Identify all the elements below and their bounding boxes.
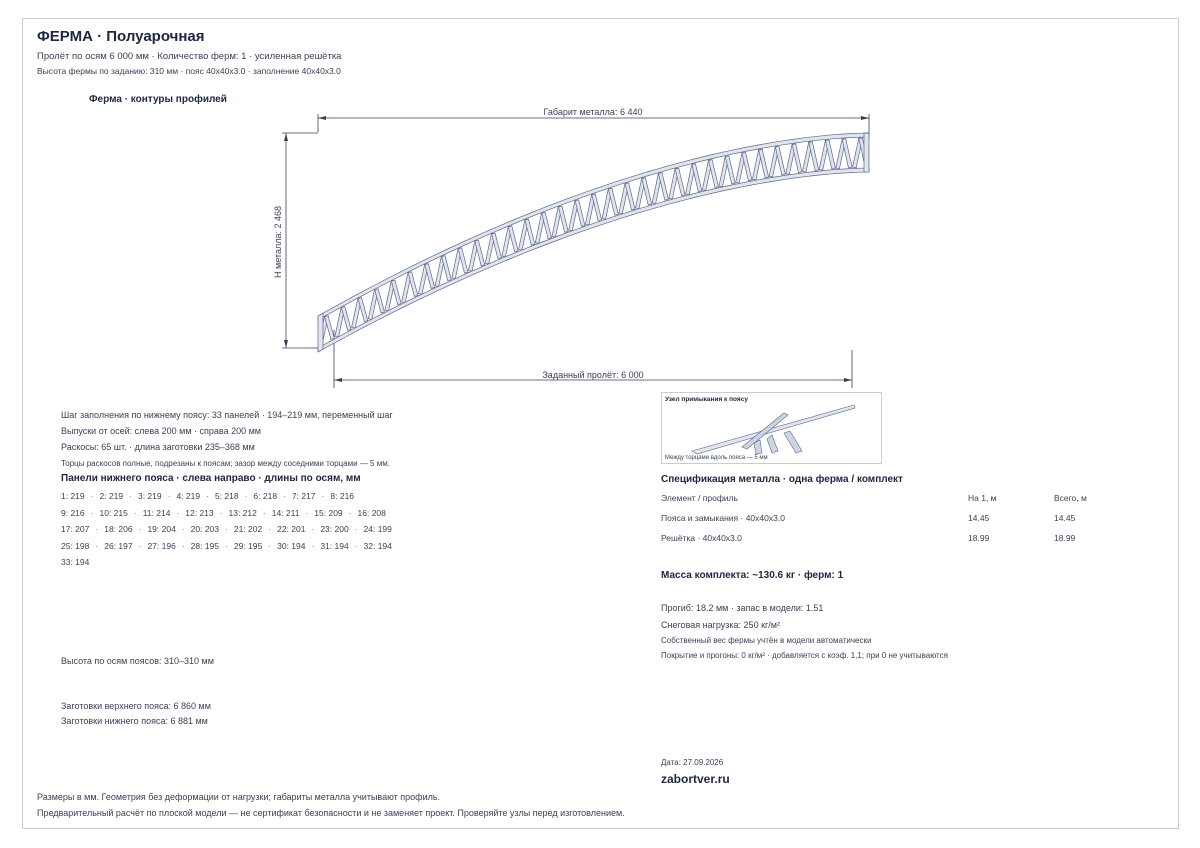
heights-top-blanks: Заготовки верхнего пояса: 6 860 мм (61, 701, 211, 711)
truss-brace (709, 160, 719, 188)
truss-brace (592, 194, 602, 221)
truss-brace (608, 188, 618, 215)
panel-item: 18: 206 (104, 524, 133, 534)
panel-item: 25: 198 (61, 540, 90, 551)
spec-heading: Спецификация металла · одна ферма / комплект (661, 474, 903, 485)
panel-item: 30: 194 (277, 540, 306, 551)
panel-item: 9: 216 (61, 507, 85, 518)
panel-item: 24: 199 (363, 524, 392, 534)
panel-separator: · (268, 540, 272, 551)
footer-note-2: Предварительный расчёт по плоской модели — не сертификат безопасности и не заменяет проект. Проверяйте узлы перед изготовлением. (37, 808, 625, 818)
subtitle-height: Высота фермы по заданию: 310 мм · пояс 40x40x3.0 · заполнение 40x40x3.0 (37, 66, 341, 76)
info-outlets: Выпуски от осей: слева 200 мм · справа 200 мм (61, 426, 261, 436)
truss-brace (525, 219, 535, 245)
panel-separator: · (321, 491, 325, 501)
spec-snow: Снеговая нагрузка: 250 кг/м² (661, 620, 780, 630)
panel-separator: · (129, 491, 132, 501)
dim-span-label: Заданный пролёт: 6 000 (542, 370, 644, 380)
truss-brace (391, 280, 401, 304)
panel-item: 1: 219 (61, 491, 85, 501)
truss-brace (826, 140, 836, 169)
panels-heading: Панели нижнего пояса · слева направо · длины по осям, мм (61, 473, 361, 484)
truss-brace (408, 272, 418, 297)
panel-item: 17: 207 (61, 524, 90, 534)
panel-separator: · (181, 540, 185, 551)
truss-brace (842, 139, 852, 168)
panel-item: 7: 217 (291, 491, 316, 501)
panel-item: 4: 219 (176, 491, 201, 501)
truss-brace (775, 146, 785, 175)
heights-axes: Высота по осям поясов: 310–310 мм (61, 656, 214, 666)
panel-item: 15: 209 (314, 507, 343, 518)
panel-item: 28: 195 (190, 540, 220, 551)
panel-item: 13: 212 (228, 507, 257, 518)
truss-brace (542, 212, 552, 238)
spec-row-web-name: Решётка · 40x40x3.0 (661, 533, 742, 543)
panel-separator: · (206, 491, 209, 501)
spec-row-web-total: 18.99 (1054, 533, 1076, 543)
panel-separator: · (95, 540, 99, 551)
truss-brace (725, 156, 735, 184)
arrow (844, 378, 852, 382)
truss-brace (792, 144, 802, 173)
panel-item: 11: 214 (142, 507, 171, 518)
panel-item: 2: 219 (99, 491, 124, 501)
panel-separator: · (354, 540, 358, 551)
footer-note-1: Размеры в мм. Геометрия без деформации от нагрузки; габариты металла учитывают профиль. (37, 792, 441, 802)
truss-brace (759, 149, 769, 178)
panel-item: 3: 219 (137, 491, 162, 501)
truss-brace (625, 183, 635, 210)
panels-list (61, 489, 421, 571)
node-detail-sketch (662, 393, 881, 463)
panel-item: 26: 197 (104, 540, 133, 551)
spec-self-weight: Собственный вес фермы учтён в модели автоматически (661, 636, 872, 645)
truss-brace (492, 233, 502, 259)
dim-width-label: Габарит металла: 6 440 (543, 107, 643, 117)
truss-brace (642, 178, 652, 205)
panel-separator: · (219, 507, 223, 518)
panel-separator: · (268, 524, 272, 534)
panel-separator: · (305, 507, 309, 518)
panel-separator: · (90, 507, 94, 518)
arrow (284, 340, 288, 348)
panel-item: 12: 213 (185, 507, 214, 518)
panel-separator: · (354, 524, 358, 534)
truss-brace (475, 240, 485, 265)
truss-brace (508, 226, 518, 252)
panel-separator: · (95, 524, 99, 534)
spec-covering: Покрытие и прогоны: 0 кг/м² · добавляется с коэф. 1,1; при 0 не учитываются (661, 651, 948, 660)
panel-item: 29: 195 (233, 540, 263, 551)
info-step: Шаг заполнения по нижнему поясу: 33 панелей · 194–219 мм, переменный шаг (61, 410, 393, 420)
spec-col-total: Всего, м (1054, 493, 1087, 503)
truss-brace (558, 206, 568, 232)
panel-separator: · (348, 507, 352, 518)
arrow (334, 378, 342, 382)
panel-item: 14: 211 (271, 507, 300, 518)
truss-brace (425, 264, 435, 289)
panel-item: 31: 194 (320, 540, 349, 551)
truss-brace (442, 256, 452, 281)
truss-brace (575, 200, 585, 227)
truss-brace (659, 173, 669, 201)
panel-item: 33: 194 (61, 557, 90, 567)
panel-separator: · (90, 491, 94, 501)
node-detail-caption: Между торцами вдоль пояса — 5 мм (665, 455, 768, 461)
panel-item: 19: 204 (147, 524, 176, 534)
panel-item: 5: 218 (214, 491, 239, 501)
panel-separator: · (225, 524, 228, 534)
truss-end-post-left (318, 313, 323, 352)
footer-site: zabortver.ru (661, 772, 730, 786)
arrow (284, 133, 288, 141)
truss-brace (458, 248, 468, 273)
truss-drawing (0, 0, 1200, 400)
truss-brace (742, 152, 752, 180)
spec-col-per-one: На 1, м (968, 493, 997, 503)
panel-separator: · (244, 491, 248, 501)
spec-mass: Масса комплекта: ~130.6 кг · ферм: 1 (661, 570, 844, 581)
truss-brace (692, 164, 702, 192)
subtitle-span: Пролёт по осям 6 000 мм · Количество ферм: 1 · усиленная решётка (37, 51, 342, 62)
spec-row-web-per-one: 18.99 (968, 533, 990, 543)
truss-end-post-right (864, 133, 869, 172)
footer-date: Дата: 27.09.2026 (661, 758, 724, 767)
node-detail-title: Узел примыкания к поясу (665, 396, 748, 403)
panel-separator: · (311, 540, 315, 551)
info-braces: Раскосы: 65 шт. · длина заготовки 235–368 мм (61, 442, 255, 452)
page-title: ФЕРМА · Полуарочная (37, 28, 205, 45)
drawing-heading: Ферма · контуры профилей (89, 94, 227, 105)
panel-separator: · (138, 540, 142, 551)
spec-row-chords-per-one: 14.45 (968, 513, 990, 523)
spec-row-chords-name: Пояса и замыкания · 40x40x3.0 (661, 513, 785, 523)
arrow (318, 116, 326, 120)
panel-separator: · (176, 507, 180, 518)
panel-item: 21: 202 (233, 524, 263, 534)
truss-brace (809, 142, 819, 171)
panel-separator: · (283, 491, 286, 501)
panel-separator: · (311, 524, 315, 534)
truss-brace (375, 289, 385, 313)
panel-item: 20: 203 (190, 524, 220, 534)
panel-item: 27: 196 (147, 540, 176, 551)
panel-item: 22: 201 (277, 524, 306, 534)
info-ends: Торцы раскосов полные, подрезаны к поясам; зазор между соседними торцами — 5 мм. (61, 459, 390, 468)
panel-item: 8: 216 (330, 491, 355, 501)
dim-height-label: H металла: 2 468 (273, 206, 283, 278)
panel-separator: · (181, 524, 185, 534)
panel-separator: · (167, 491, 171, 501)
panel-separator: · (133, 507, 137, 518)
panel-item: 32: 194 (363, 540, 392, 551)
panel-item: 23: 200 (320, 524, 349, 534)
spec-col-element: Элемент / профиль (661, 493, 738, 503)
panel-separator: · (225, 540, 228, 551)
panel-item: 10: 215 (99, 507, 128, 518)
node-detail-box (661, 392, 882, 464)
truss-outline (318, 133, 869, 352)
panel-item: 6: 218 (253, 491, 278, 501)
truss-brace (675, 168, 685, 196)
spec-row-chords-total: 14.45 (1054, 513, 1076, 523)
panel-separator: · (138, 524, 142, 534)
spec-deflection: Прогиб: 18.2 мм · запас в модели: 1.51 (661, 603, 824, 613)
panel-item: 16: 208 (357, 507, 386, 518)
panel-separator: · (262, 507, 266, 518)
arrow (861, 116, 869, 120)
heights-bottom-blanks: Заготовки нижнего пояса: 6 881 мм (61, 716, 208, 726)
